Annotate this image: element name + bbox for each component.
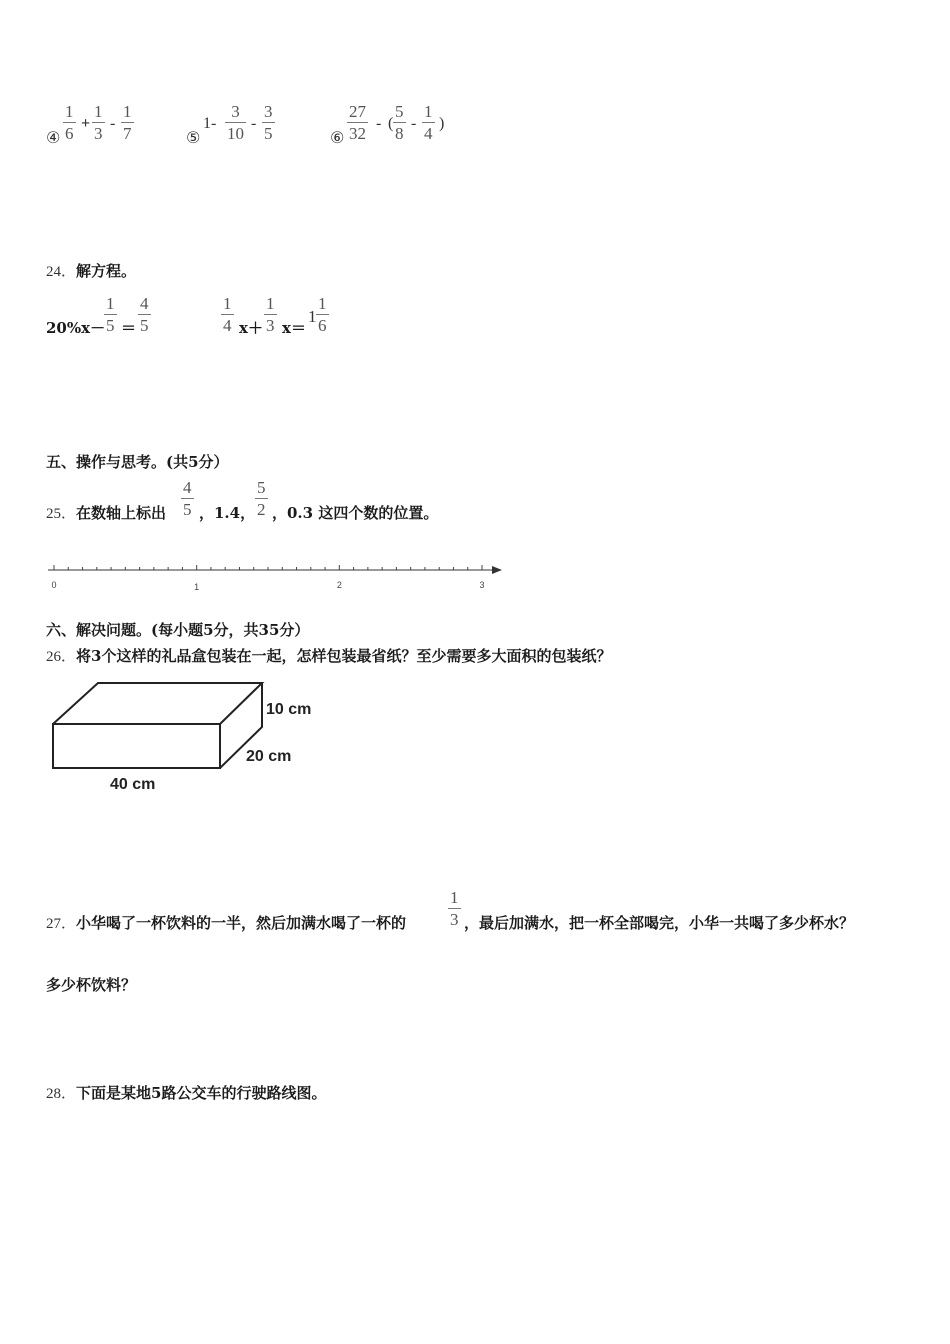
number-line-label-3: 3	[479, 580, 485, 590]
problem-marker: ④	[46, 128, 61, 147]
fraction: 1 6	[65, 102, 74, 143]
fraction: 1 7	[123, 102, 132, 143]
fraction: 1 5	[106, 294, 115, 335]
number-line-ticks	[54, 565, 482, 570]
fraction: 1 6	[318, 294, 327, 335]
equation-middle: x＋	[239, 319, 263, 337]
section-6-title: 六、解决问题。(每小题5分，共35分）	[46, 621, 310, 639]
equals-sign: ＝	[121, 319, 137, 337]
box-front-face	[53, 724, 220, 768]
box-height-label: 10 cm	[266, 701, 312, 718]
fraction: 5 8	[395, 102, 404, 143]
number-line-label-2: 2	[336, 580, 342, 590]
fraction: 1 3	[94, 102, 103, 143]
box-top-face	[53, 683, 262, 724]
left-paren: (	[388, 115, 394, 132]
question-number: 25．	[46, 506, 77, 522]
question-number: 28．	[46, 1086, 77, 1102]
fraction: 1 4	[424, 102, 433, 143]
fraction: 4 5	[140, 294, 149, 335]
fraction: 4 5	[183, 478, 192, 519]
mixed-whole: 1	[308, 307, 317, 326]
fraction: 27 32	[349, 102, 366, 143]
question-27-line-2: 多少杯饮料？	[46, 976, 137, 994]
fraction: 3 5	[264, 102, 273, 143]
fraction: 1 3	[266, 294, 275, 335]
box-length-label: 40 cm	[110, 776, 156, 793]
problem-marker: ⑥	[330, 128, 345, 147]
question-25-text-b: ，1.4，	[199, 504, 256, 522]
fraction: 1 3	[450, 888, 459, 929]
minus-operator: -	[251, 115, 257, 132]
fraction: 1 4	[223, 294, 232, 335]
question-25-text-c: ，0.3 这四个数的位置。	[272, 504, 439, 522]
right-paren: )	[439, 115, 445, 132]
gift-box-diagram	[40, 675, 330, 800]
problem-marker: ⑤	[186, 128, 201, 147]
leading-term: 1-	[203, 115, 217, 132]
number-line-label-0: 0	[51, 580, 57, 590]
box-depth-label: 20 cm	[246, 748, 292, 765]
question-25-text-a: 25．在数轴上标出	[46, 504, 167, 522]
plus-operator: +	[81, 115, 91, 132]
minus-operator: -	[376, 115, 382, 132]
fraction: 5 2	[257, 478, 266, 519]
question-26-text: 26．将3个这样的礼品盒包装在一起，怎样包装最省纸？至少需要多大面积的包装纸？	[46, 647, 612, 665]
number-line-arrow-icon	[492, 566, 502, 574]
equation-left: 20%x－	[46, 319, 106, 337]
minus-operator: -	[110, 115, 116, 132]
minus-operator: -	[411, 115, 417, 132]
number-line-label-1: 1	[194, 582, 200, 592]
question-number: 27．	[46, 916, 77, 932]
question-28-text: 28．下面是某地5路公交车的行驶路线图。	[46, 1084, 327, 1102]
fraction: 3 10	[227, 102, 244, 143]
question-27-text-b: ，最后加满水，把一杯全部喝完，小华一共喝了多少杯水？	[464, 914, 855, 932]
question-number: 24．	[46, 264, 77, 280]
question-27-text-a: 27．小华喝了一杯饮料的一半，然后加满水喝了一杯的	[46, 914, 407, 932]
question-title: 解方程。	[76, 262, 137, 280]
question-number: 26．	[46, 649, 77, 665]
number-line	[40, 558, 510, 598]
question-24-heading	[46, 261, 136, 282]
equation-right: x＝	[282, 319, 306, 337]
section-5-title: 五、操作与思考。(共5分）	[46, 453, 229, 471]
